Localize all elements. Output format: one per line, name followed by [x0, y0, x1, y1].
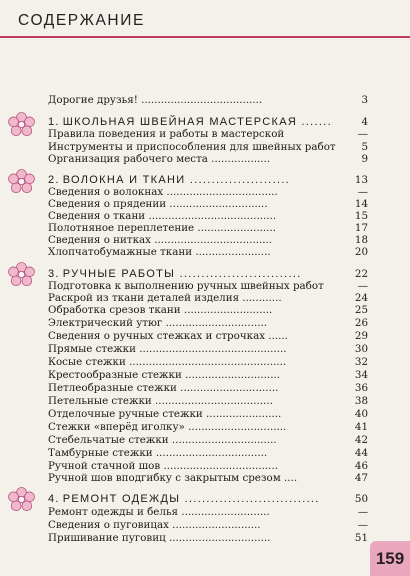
toc-entry-title: Дорогие друзья! ..................................... — [48, 94, 263, 106]
section-number: 4. — [48, 493, 60, 505]
toc-entry-page: — — [357, 506, 368, 518]
toc-entry-title: Ремонт одежды и белья ........................... — [48, 506, 270, 518]
toc-entry — [48, 316, 368, 330]
toc-entry — [48, 368, 368, 382]
toc-entry-title: Прямые стежки ............................................. — [48, 343, 287, 355]
section-title: ШКОЛЬНАЯ ШВЕЙНАЯ МАСТЕРСКАЯ ....... — [62, 116, 332, 128]
toc-entry-page: 44 — [354, 447, 368, 459]
page-title: СОДЕРЖАНИЕ — [18, 12, 145, 29]
toc-entry-page: 5 — [361, 141, 368, 153]
toc-entry — [48, 342, 368, 356]
toc-entry-title: Петлеобразные стежки .............................. — [48, 382, 279, 394]
section-number: 2. — [48, 174, 60, 186]
toc-entry-page: 47 — [354, 472, 368, 484]
toc-entry — [48, 407, 368, 421]
toc-entry-page: 40 — [354, 408, 368, 420]
toc-entry — [48, 420, 368, 434]
toc-entry-title: Ручной шов вподгибку с закрытым срезом .... — [48, 472, 298, 484]
toc-entry — [48, 127, 368, 141]
toc-entry-page: 18 — [354, 234, 368, 246]
title-divider — [0, 36, 410, 38]
toc-entry-title: Стебельчатые стежки ................................ — [48, 434, 277, 446]
toc-entry-title: Сведения о ткани ....................................... — [48, 210, 277, 222]
toc-intro — [48, 93, 368, 107]
toc-entry-page: 46 — [354, 460, 368, 472]
toc-entry-page: 42 — [354, 434, 368, 446]
toc-entry-title: Отделочные ручные стежки ....................... — [48, 408, 282, 420]
toc-entry-title: Стежки «вперёд иголку» .............................. — [48, 421, 287, 433]
toc-entry-title: Крестообразные стежки ............................. — [48, 369, 281, 381]
toc-entry-title: Обработка срезов ткани ........................... — [48, 304, 273, 316]
toc-entry-page: — — [357, 519, 368, 531]
section-page: 50 — [354, 493, 368, 505]
toc-entry-page: 38 — [354, 395, 368, 407]
toc-entry-title: Организация рабочего места .................. — [48, 153, 271, 165]
toc-entry-page: 9 — [361, 153, 368, 165]
toc-entry-title: Сведения о волокнах .................................. — [48, 186, 278, 198]
toc-entry-page: 36 — [354, 382, 368, 394]
toc-entry-title: Сведения о нитках .................................... — [48, 234, 273, 246]
toc-entry — [48, 394, 368, 408]
toc-entry-title: Пришивание пуговиц ............................... — [48, 532, 271, 544]
section-title: РЕМОНТ ОДЕЖДЫ ............................... — [62, 493, 320, 505]
toc-entry-page: — — [357, 280, 368, 292]
toc-entry — [48, 245, 368, 259]
flower-icon — [8, 169, 35, 194]
toc-entry-title: Инструменты и приспособления для швейных работ — [48, 141, 336, 153]
toc-entry-page: 32 — [354, 356, 368, 368]
toc-entry — [48, 505, 368, 519]
section-number: 3. — [48, 268, 60, 280]
toc-entry — [48, 531, 368, 545]
toc-entry-title: Ручной стачной шов ................................... — [48, 460, 279, 472]
toc-entry-page: 51 — [354, 532, 368, 544]
toc-entry — [48, 518, 368, 532]
toc-entry-title: Полотняное переплетение ........................ — [48, 222, 276, 234]
flower-icon — [8, 112, 35, 137]
toc-entry — [48, 303, 368, 317]
toc-entry-page: 34 — [354, 369, 368, 381]
section-page: 4 — [361, 116, 368, 128]
page-number-badge: 159 — [370, 541, 410, 576]
toc-entry-page: 29 — [354, 330, 368, 342]
section-title: РУЧНЫЕ РАБОТЫ ............................ — [62, 268, 302, 280]
toc-entry-title: Сведения о ручных стежках и строчках ...... — [48, 330, 288, 342]
toc-entry — [48, 433, 368, 447]
toc-entry-page: 30 — [354, 343, 368, 355]
toc-entry-page: 41 — [354, 421, 368, 433]
toc-entry-page: 25 — [354, 304, 368, 316]
section-page: 22 — [354, 268, 368, 280]
toc-entry-title: Сведения о прядении .............................. — [48, 198, 268, 210]
toc-entry-title: Сведения о пуговицах ........................... — [48, 519, 261, 531]
toc-entry — [48, 355, 368, 369]
toc-entry — [48, 381, 368, 395]
toc-entry-title: Косые стежки ................................................ — [48, 356, 287, 368]
toc-entry — [48, 471, 368, 485]
toc-entry-page: 24 — [354, 292, 368, 304]
section-number: 1. — [48, 116, 60, 128]
toc-entry-title: Петельные стежки .................................... — [48, 395, 273, 407]
toc-entry-title: Правила поведения и работы в мастерской — [48, 128, 285, 140]
toc-entry-title: Подготовка к выполнению ручных швейных работ — [48, 280, 324, 292]
toc-entry-page: 26 — [354, 317, 368, 329]
toc-entry-page: 20 — [354, 246, 368, 258]
flower-icon — [8, 262, 35, 287]
toc-entry — [48, 446, 368, 460]
toc-entry-title: Электрический утюг ............................... — [48, 317, 268, 329]
toc-entry — [48, 152, 368, 166]
flower-icon — [8, 487, 35, 512]
section-page: 13 — [354, 174, 368, 186]
toc-entry-page: 17 — [354, 222, 368, 234]
section-title: ВОЛОКНА И ТКАНИ ....................... — [62, 174, 291, 186]
toc-entry — [48, 329, 368, 343]
toc-entry-page: — — [357, 128, 368, 140]
toc-entry-title: Раскрой из ткани деталей изделия ............ — [48, 292, 282, 304]
toc-section — [48, 492, 368, 506]
toc-entry-page: 3 — [361, 94, 368, 106]
toc-entry-page: — — [357, 186, 368, 198]
toc-entry-page: 14 — [354, 198, 368, 210]
toc-entry-title: Хлопчатобумажные ткани ....................... — [48, 246, 271, 258]
toc-entry-page: 15 — [354, 210, 368, 222]
toc-entry-title: Тамбурные стежки .................................. — [48, 447, 268, 459]
